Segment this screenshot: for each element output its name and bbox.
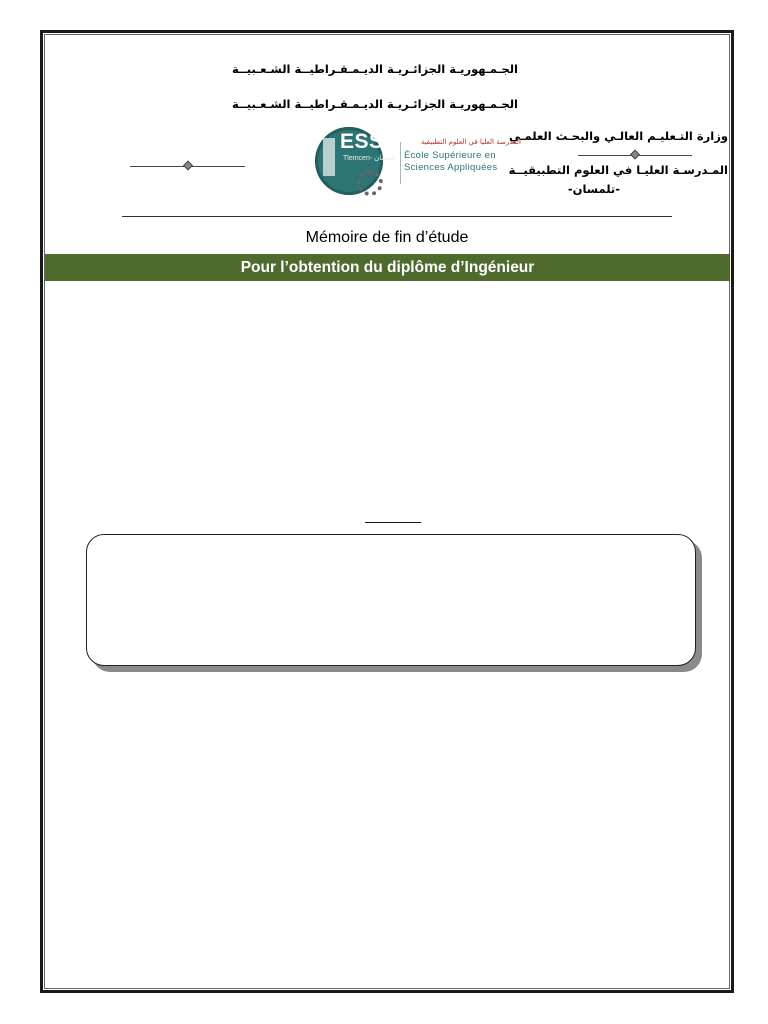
- logo-name-french-line-1: École Supérieure en: [404, 150, 496, 161]
- short-divider: [365, 522, 421, 523]
- gear-icon: [357, 170, 383, 196]
- diploma-banner: Pour l’obtention du diplôme d’Ingénieur: [45, 254, 730, 281]
- school-name-arabic: المـدرسـة العليـا في العلوم التطبيقيــة: [508, 163, 728, 177]
- logo-city: Tlemcen- تلمسان: [343, 155, 396, 162]
- logo-divider: [400, 142, 401, 184]
- header-rule: [122, 216, 672, 217]
- building-icon: [323, 138, 335, 176]
- memoire-label: Mémoire de fin d’étude: [305, 229, 469, 246]
- city-name-arabic: -تلمسان-: [567, 182, 620, 196]
- ministry-title: وزارة التـعليـم العالـي والبحـث العلمـي: [508, 129, 728, 143]
- logo-name-french-line-2: Sciences Appliquées: [404, 162, 498, 173]
- essa-logo: [313, 124, 523, 198]
- logo-name-arabic: المدرسة العليا في العلوم التطبيقية: [420, 138, 521, 146]
- republic-title-line-2: الجـمـهوريـة الجزائـريـة الديـمـقـراطيــة الشـعـبيــة: [231, 97, 518, 111]
- thesis-title-box: [86, 534, 696, 666]
- ornament-divider-left: [130, 166, 245, 167]
- republic-title-line-1: الجـمـهوريـة الجزائـريـة الديـمـقـراطيــة الشـعـبيــة: [231, 62, 518, 76]
- logo-acronym: ESSA: [340, 130, 400, 153]
- ornament-divider-right: [578, 155, 692, 156]
